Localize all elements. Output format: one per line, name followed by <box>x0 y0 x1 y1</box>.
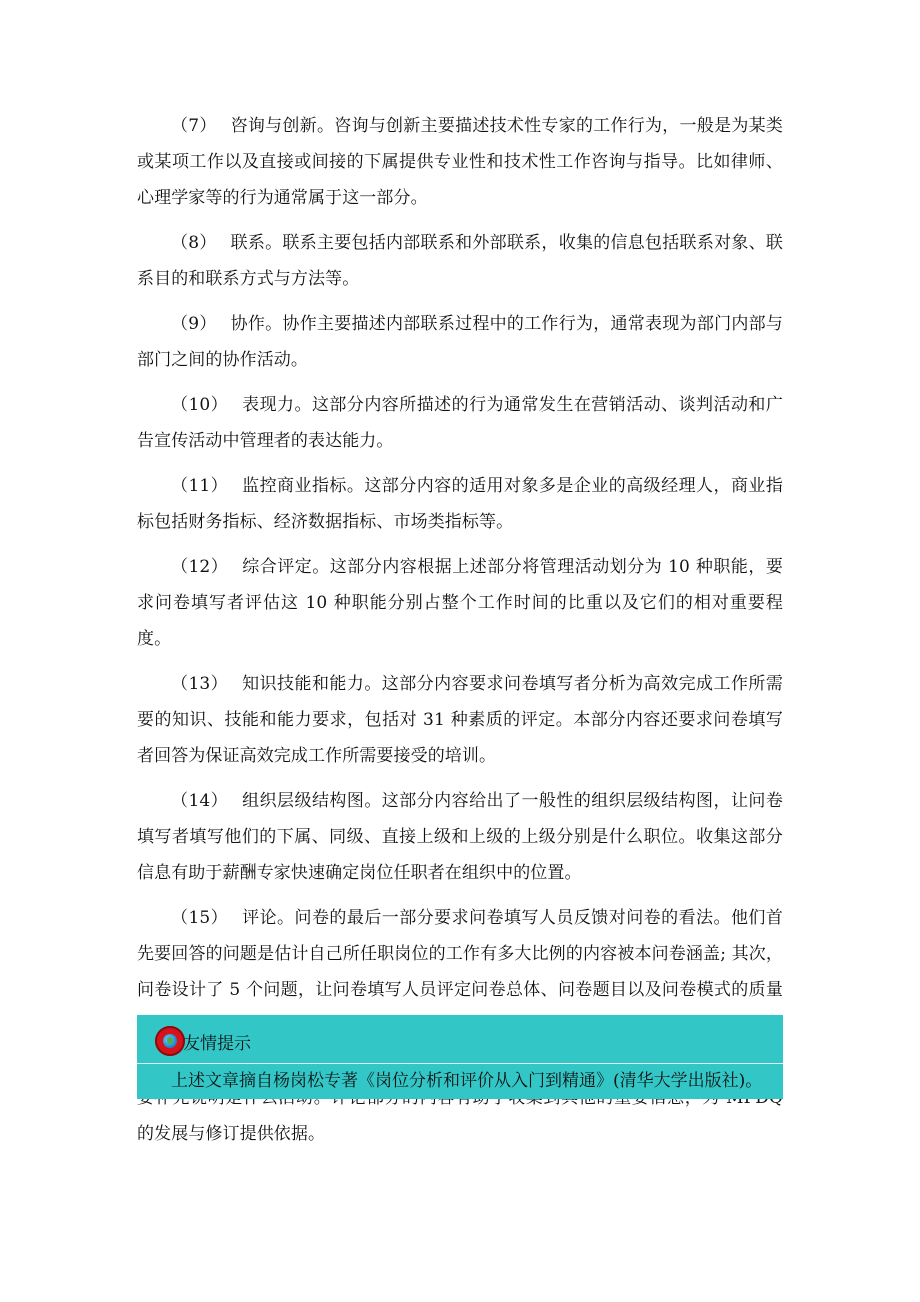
paragraph-number: （12） <box>171 557 229 577</box>
globe-icon <box>163 1034 177 1048</box>
paragraph-12 <box>137 549 783 657</box>
tip-title: 友情提示 <box>183 1034 251 1054</box>
paragraph-text: 综合评定。这部分内容根据上述部分将管理活动划分为 10 种职能，要求问卷填写者评估这 10 种职能分别占整个工作时间的比重以及它们的相对重要程度。 <box>137 557 783 649</box>
paragraph-9 <box>137 306 783 378</box>
paragraph-number: （10） <box>171 395 229 415</box>
paragraph-13 <box>137 666 783 774</box>
friendly-tip-box <box>137 1015 783 1099</box>
tip-header <box>137 1015 783 1064</box>
paragraph-text: 监控商业指标。这部分内容的适用对象多是企业的高级经理人，商业指标包括财务指标、经济数据指标、市场类指标等。 <box>137 476 783 532</box>
paragraph-text: 咨询与创新。咨询与创新主要描述技术性专家的工作行为，一般是为某类或某项工作以及直接或间接的下属提供专业性和技术性工作咨询与指导。比如律师、心理学家等的行为通常属于这一部分。 <box>137 116 783 208</box>
paragraph-number: （7） <box>171 116 217 136</box>
paragraph-text: 表现力。这部分内容所描述的行为通常发生在营销活动、谈判活动和广告宣传活动中管理者的表达能力。 <box>137 395 783 451</box>
paragraph-number: （14） <box>171 791 229 811</box>
paragraph-text: 组织层级结构图。这部分内容给出了一般性的组织层级结构图，让问卷填写者填写他们的下属、同级、直接上级和上级的上级分别是什么职位。收集这部分信息有助于薪酬专家快速确定岗位任职者在组织中的位置。 <box>137 791 783 883</box>
paragraph-text: 联系。联系主要包括内部联系和外部联系，收集的信息包括联系对象、联系目的和联系方式与方法等。 <box>137 233 783 289</box>
paragraph-text: 知识技能和能力。这部分内容要求问卷填写者分析为高效完成工作所需要的知识、技能和能力要求，包括对 31 种素质的评定。本部分内容还要求问卷填写者回答为保证高效完成工作所需要接受的培训。 <box>137 674 783 766</box>
paragraph-number: （9） <box>171 314 217 334</box>
paragraph-14 <box>137 783 783 891</box>
paragraph-number: （13） <box>171 674 229 694</box>
paragraph-text: 评论。问卷的最后一部分要求问卷填写人员反馈对问卷的看法。他们首先要回答的问题是估计自己所任职岗位的工作有多大比例的内容被本问卷涵盖; 其次，问卷设计了 5 个问题，让问卷填写人员评定问卷总体、问卷题目以及问卷模式的质量 的发展与修订提供依据。 <box>137 908 783 1144</box>
paragraph-8 <box>137 225 783 297</box>
paragraph-number: （15） <box>171 908 229 928</box>
globe-badge-icon <box>155 1026 185 1056</box>
paragraph-10 <box>137 387 783 459</box>
paragraph-number: （8） <box>171 233 217 253</box>
paragraph-7 <box>137 108 783 216</box>
paragraph-11 <box>137 468 783 540</box>
paragraph-number: （11） <box>171 476 229 496</box>
document-body <box>137 108 783 1161</box>
paragraph-text: 协作。协作主要描述内部联系过程中的工作行为，通常表现为部门内部与部门之间的协作活动。 <box>137 314 783 370</box>
tip-text: 上述文章摘自杨岗松专著《岗位分析和评价从入门到精通》(清华大学出版社)。 <box>171 1071 763 1091</box>
